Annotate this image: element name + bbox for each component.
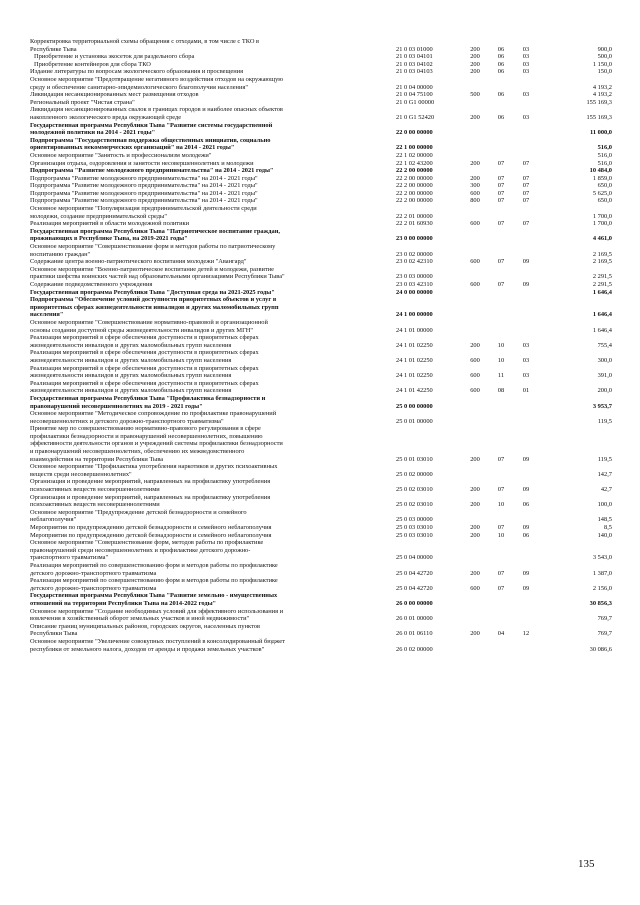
row-name: Основное мероприятие "Военно-патриотическое воспитание детей и молодежи, развитие практики шефства воинских частей над образовательными организациями Республики Тыва" [30, 265, 285, 281]
row-code: 24 1 01 02250 [396, 341, 433, 349]
table-row [30, 380, 612, 395]
row-code: 21 0 G1 52420 [396, 113, 435, 121]
row-amount: 3 543,0 [592, 554, 612, 562]
row-name: Основное мероприятие "Создание необходимых условий для эффективного использования и вовлечения в хозяйственный оборот земельных участков и иной недвижимости" [30, 607, 284, 623]
row-subsection: 07 [522, 182, 530, 190]
row-name: Основное мероприятие "Совершенствование форм и методов работы по патриотическому воспитанию граждан" [30, 243, 276, 258]
row-name: Принятие мер по совершенствованию нормативно-правового регулирования в сфере профилактики безнадзорности и правонарушений несовершеннолетних, повышению эффективности деятельности органов и учреждений системы профилактики безнадзорности и правонарушений несовершеннолетних, обеспечению их межведомственного взаимодействия на территории Республики Тыва [30, 425, 283, 463]
row-expense-type: 200 [470, 174, 480, 182]
row-code: 21 0 04 75100 [396, 91, 433, 99]
row-code: 22 2 00 00000 [396, 197, 433, 205]
table-row [30, 182, 612, 190]
row-code: 24 1 01 02250 [396, 372, 433, 380]
table-row [30, 395, 612, 410]
row-code: 26 0 02 00000 [396, 645, 433, 653]
row-code: 24 1 01 00000 [396, 326, 433, 334]
row-subsection: 09 [522, 569, 530, 577]
row-expense-type: 200 [470, 486, 480, 494]
row-expense-type: 200 [470, 630, 480, 638]
row-expense-type: 600 [470, 189, 480, 197]
row-name: Мероприятия по предупреждению детской безнадзорности и семейного неблагополучия [30, 531, 272, 539]
row-code: 25 0 03 03010 [396, 531, 433, 539]
row-name: Подпрограмма "Развитие молодежного предпринимательства" на 2014 - 2021 годы" [30, 174, 258, 182]
row-amount: 1 700,0 [592, 212, 612, 220]
row-name: Приобретение и установка экоcеток для раздельного сбора [34, 53, 195, 61]
row-code: 22 1 02 43200 [396, 159, 433, 167]
row-subsection: 06 [522, 501, 530, 509]
table-row [30, 539, 612, 562]
row-code: 23 0 03 00000 [396, 273, 433, 281]
row-subsection: 09 [522, 584, 530, 592]
table-row [30, 197, 612, 205]
row-subsection: 03 [522, 68, 530, 76]
row-expense-type: 600 [470, 258, 480, 266]
row-code: 22 1 02 00000 [396, 151, 433, 159]
row-section: 06 [497, 60, 505, 68]
table-row [30, 577, 612, 592]
row-amount: 2 169,5 [592, 258, 612, 266]
row-name: Подпрограмма "Развитие молодежного предпринимательства" на 2014 - 2021 годы" [30, 167, 274, 175]
row-expense-type: 200 [470, 68, 480, 76]
row-amount: 650,0 [597, 197, 612, 205]
row-section: 06 [497, 45, 505, 53]
row-expense-type: 200 [470, 569, 480, 577]
row-name: Подпрограмма "Развитие молодежного предпринимательства" на 2014 - 2021 годы" [30, 189, 258, 197]
row-code: 25 0 04 00000 [396, 554, 433, 562]
row-code: 24 1 00 00000 [396, 311, 433, 319]
table-row [30, 365, 612, 380]
row-amount: 516,0 [597, 144, 612, 152]
row-code: 25 0 04 42720 [396, 569, 433, 577]
row-amount: 1 646,4 [592, 311, 612, 319]
row-amount: 30 856,3 [589, 599, 612, 607]
row-subsection: 03 [522, 341, 530, 349]
row-amount: 516,0 [597, 159, 612, 167]
table-row [30, 289, 612, 297]
row-name: Содержание подведомственного учреждения [30, 281, 153, 288]
row-expense-type: 600 [470, 584, 480, 592]
row-code: 22 2 00 00000 [396, 189, 433, 197]
row-code: 25 0 04 42720 [396, 584, 433, 592]
table-row [30, 623, 612, 638]
row-amount: 140,0 [597, 531, 612, 539]
row-code: 22 0 00 00000 [396, 129, 433, 137]
table-row [30, 532, 612, 540]
row-name: Реализация мероприятий в сфере обеспечения доступности в приоритетных сферах жизнедеятельности инвалидов и других маломобильных групп населения [30, 349, 259, 364]
row-expense-type: 200 [470, 159, 480, 167]
table-row [30, 608, 612, 623]
table-row [30, 190, 612, 198]
table-row [30, 478, 612, 493]
row-code: 25 0 01 03010 [396, 455, 433, 463]
row-amount: 900,0 [597, 45, 612, 53]
row-section: 06 [497, 113, 505, 121]
table-row [30, 334, 612, 349]
row-name: Реализация мероприятий в сфере обеспечения доступности в приоритетных сферах жизнедеятельности инвалидов и других маломобильных групп населения [30, 379, 259, 395]
row-name: Подпрограмма "Обеспечение условий доступности приоритетных объектов и услуг в приоритетных сферах жизнедеятельности инвалидов и других маломобильных групп населения" [30, 296, 279, 319]
row-name: Реализация мероприятий в сфере обеспечения доступности в приоритетных сферах жизнедеятельности инвалидов и других маломобильных групп населения [30, 364, 259, 380]
row-amount: 1 387,0 [592, 569, 612, 577]
row-section: 07 [497, 182, 505, 190]
row-expense-type: 200 [470, 524, 480, 531]
row-section: 10 [497, 531, 505, 539]
row-code: 22 2 00 00000 [396, 174, 433, 182]
row-subsection: 07 [522, 174, 530, 182]
row-name: Подпрограмма "Развитие молодежного предпринимательства" на 2014 - 2021 годы" [30, 197, 258, 205]
row-amount: 10 484,0 [589, 167, 612, 175]
row-section: 07 [497, 584, 505, 592]
row-expense-type: 200 [470, 531, 480, 539]
row-name: Подпрограмма "Развитие молодежного предпринимательства" на 2014 - 2021 годы" [30, 182, 258, 190]
row-section: 06 [497, 91, 505, 99]
row-code: 23 0 00 00000 [396, 235, 433, 243]
row-amount: 769,7 [597, 630, 612, 638]
table-row [30, 152, 612, 160]
table-row [30, 281, 612, 289]
row-amount: 1 700,0 [592, 220, 612, 228]
row-section: 07 [497, 189, 505, 197]
row-code: 23 0 02 42310 [396, 258, 433, 266]
row-subsection: 07 [522, 159, 530, 167]
row-name: Ликвидация несанкционированных свалок в границах городов и наиболее опасных объектов накопленного экологического вреда окружающей среде [30, 106, 283, 121]
row-code: 25 0 03 00000 [396, 516, 433, 524]
row-expense-type: 200 [470, 53, 480, 61]
row-name: Основное мероприятие "Методическое сопровождение по профилактике правонарушений несовершеннолетних и детского дорожно-транспортного травматизма" [30, 410, 277, 425]
row-name: Корректировка территориальной схемы обращения с отходами, в том числе с ТКО в Республике Тыва [30, 38, 260, 53]
row-code: 24 1 01 42250 [396, 387, 433, 395]
row-code: 21 0 03 01000 [396, 45, 433, 53]
table-row [30, 296, 612, 319]
row-amount: 2 169,5 [592, 250, 612, 258]
row-subsection: 09 [522, 524, 530, 531]
table-row [30, 175, 612, 183]
row-expense-type: 200 [470, 501, 480, 509]
row-name: Государственная программа Республики Тыва "Доступная среда на 2021-2025 годы" [30, 288, 275, 296]
row-section: 10 [497, 501, 505, 509]
table-row [30, 61, 612, 69]
row-amount: 2 156,0 [592, 584, 612, 592]
table-row [30, 53, 612, 61]
row-subsection: 03 [522, 113, 530, 121]
row-code: 21 0 04 00000 [396, 83, 433, 91]
row-expense-type: 800 [470, 197, 480, 205]
row-section: 10 [497, 356, 505, 364]
row-section: 07 [497, 455, 505, 463]
table-row [30, 266, 612, 281]
row-amount: 155 169,3 [586, 98, 612, 106]
row-section: 04 [497, 630, 505, 638]
table-row [30, 76, 612, 91]
row-code: 23 0 02 00000 [396, 250, 433, 258]
budget-table [30, 38, 612, 653]
row-expense-type: 200 [470, 60, 480, 68]
row-section: 07 [497, 197, 505, 205]
row-section: 07 [497, 281, 505, 288]
row-name: Основное мероприятие "Профилактика употребления наркотиков и других психоактивных веществ среди несовершеннолетних" [30, 463, 278, 478]
row-expense-type: 200 [470, 341, 480, 349]
row-subsection: 03 [522, 356, 530, 364]
row-name: Мероприятия по предупреждению детской безнадзорности и семейного неблагополучия [30, 524, 272, 531]
row-name: Содержание центра военно-патриотического воспитания молодежи "Авангард" [30, 258, 247, 266]
row-amount: 4 193,2 [592, 91, 612, 99]
row-name: Реализация мероприятий по совершенствованию форм и методов работы по профилактике детского дорожно-транспортного травматизма [30, 561, 278, 577]
row-amount: 5 625,0 [592, 189, 612, 197]
table-row [30, 38, 612, 53]
table-row [30, 167, 612, 175]
row-section: 11 [497, 372, 505, 380]
row-name: Организация и проведение мероприятий, направленных на профилактику употребления психоактивных веществ несовершеннолетними [30, 493, 271, 509]
table-row [30, 494, 612, 509]
row-subsection: 03 [522, 60, 530, 68]
row-code: 21 0 03 04101 [396, 53, 433, 61]
row-name: Государственная программа Республики Тыва "Профилактика безнадзорности и правонарушений несовершеннолетних на 2019 - 2021 годы" [30, 394, 266, 410]
row-code: 25 0 02 00000 [396, 470, 433, 478]
row-expense-type: 200 [470, 45, 480, 53]
row-name: Организация отдыха, оздоровления и занятости несовершеннолетних и молодежи [30, 159, 254, 167]
row-name: Организация и проведение мероприятий, направленных на профилактику употребления психоактивных веществ несовершеннолетними [30, 478, 271, 494]
row-subsection: 06 [522, 531, 530, 539]
row-section: 06 [497, 68, 505, 76]
row-code: 21 0 03 04103 [396, 68, 433, 76]
row-amount: 30 086,6 [589, 645, 612, 653]
row-name: Региональный проект "Чистая страна" [30, 98, 135, 106]
table-row [30, 220, 612, 228]
row-subsection: 12 [522, 630, 530, 638]
row-expense-type: 600 [470, 281, 480, 288]
row-code: 25 0 01 00000 [396, 417, 433, 425]
row-section: 08 [497, 387, 505, 395]
row-name: Основное мероприятие "Предупреждение детской безнадзорности и семейного неблагополучия" [30, 508, 247, 524]
row-name: Основное мероприятие "Предотвращение негативного воздействия отходов на окружающую среду и обеспечение санитарно-эпидемиологического благополучия населения" [30, 75, 284, 91]
row-amount: 4 461,0 [592, 235, 612, 243]
row-subsection: 09 [522, 455, 530, 463]
row-amount: 300,0 [597, 356, 612, 364]
table-row [30, 592, 612, 607]
row-code: 26 0 00 00000 [396, 599, 433, 607]
row-name: Основное мероприятие "Совершенствование нормативно-правовой и организационной основы создания доступной среды жизнедеятельности инвалидов и других МГН" [30, 318, 268, 334]
table-row [30, 349, 612, 364]
row-amount: 769,7 [597, 615, 612, 623]
row-code: 24 1 01 02250 [396, 356, 433, 364]
row-name: Реализация мероприятий по совершенствованию форм и методов работы по профилактике детского дорожно-транспортного травматизма [30, 577, 278, 592]
row-section: 07 [497, 174, 505, 182]
row-code: 25 0 03 03010 [396, 524, 433, 531]
row-section: 07 [497, 159, 505, 167]
row-section: 07 [497, 524, 505, 531]
row-section: 06 [497, 53, 505, 61]
row-name: Государственная программа Республики Тыва "Развитие земельно - имущественных отношений на территории Республики Тыва на 2014-2022 годы" [30, 592, 278, 607]
row-expense-type: 200 [470, 455, 480, 463]
row-expense-type: 600 [470, 387, 480, 395]
row-amount: 2 291,5 [592, 281, 612, 288]
row-amount: 1 150,0 [592, 60, 612, 68]
row-subsection: 07 [522, 189, 530, 197]
row-code: 21 0 03 04102 [396, 60, 433, 68]
row-amount: 119,5 [597, 417, 612, 425]
row-name: Основное мероприятие "Совершенствование форм, методов работы по профилактике правонарушений среди несовершеннолетних и профилактике детского дорожно- транспортного травматизма" [30, 539, 264, 562]
row-amount: 150,0 [597, 68, 612, 76]
row-amount: 4 193,2 [592, 83, 612, 91]
row-code: 25 0 02 03010 [396, 486, 433, 494]
row-subsection: 09 [522, 486, 530, 494]
row-amount: 516,0 [597, 151, 612, 159]
row-amount: 755,4 [597, 341, 612, 349]
row-amount: 11 000,0 [589, 129, 612, 137]
row-name: Ликвидация несанкционированных мест размещения отходов [30, 91, 199, 99]
row-code: 25 0 02 03010 [396, 501, 433, 509]
row-name: Подпрограмма "Государственная поддержка общественных инициатив, социально ориентированных некоммерческих организаций" на 2014 - 2021 годы" [30, 136, 271, 152]
row-subsection: 07 [522, 197, 530, 205]
table-row [30, 122, 612, 137]
row-amount: 391,0 [597, 372, 612, 380]
table-row [30, 463, 612, 478]
row-amount: 1 859,0 [592, 174, 612, 182]
row-code: 26 0 01 06110 [396, 630, 433, 638]
row-subsection: 01 [522, 387, 530, 395]
row-amount: 42,7 [600, 486, 612, 494]
row-subsection: 09 [522, 258, 530, 266]
table-row [30, 524, 612, 532]
row-code: 22 2 00 00000 [396, 182, 433, 190]
row-expense-type: 300 [470, 182, 480, 190]
row-subsection: 09 [522, 281, 530, 288]
table-row [30, 425, 612, 463]
row-code: 22 2 00 00000 [396, 167, 433, 175]
row-name: Государственная программа Республики Тыва "Развитие системы государственной молодежной политики на 2014 - 2021 годы" [30, 121, 273, 137]
row-name: Основное мероприятие "Занятость и профессионализм молодежи" [30, 151, 212, 159]
table-row [30, 99, 612, 107]
table-row [30, 68, 612, 76]
row-name: Издание литературы по вопросам экологического образования и просвещения [30, 68, 244, 76]
row-code: 21 0 G1 00000 [396, 98, 435, 106]
row-amount: 2 291,5 [592, 273, 612, 281]
table-row [30, 137, 612, 152]
table-row [30, 106, 612, 121]
row-expense-type: 500 [470, 91, 480, 99]
row-name: Основное мероприятие "Увеличение совокупных поступлений в консолидированный бюджет республики от земельного налога, доходов от аренды и продажи земельных участков" [30, 637, 285, 653]
row-code: 23 0 03 42310 [396, 281, 433, 288]
table-row [30, 410, 612, 425]
table-row [30, 205, 612, 220]
row-amount: 148,5 [597, 516, 612, 524]
table-row [30, 258, 612, 266]
row-subsection: 03 [522, 372, 530, 380]
row-amount: 3 953,7 [592, 402, 612, 410]
row-name: Реализация мероприятий в области молодежной политики [30, 220, 190, 228]
table-row [30, 228, 612, 243]
page-number: 135 [578, 858, 595, 870]
row-amount: 200,0 [597, 387, 612, 395]
row-code: 25 0 00 00000 [396, 402, 433, 410]
row-code: 22 2 01 00000 [396, 212, 433, 220]
row-expense-type: 200 [470, 113, 480, 121]
table-row [30, 562, 612, 577]
row-section: 10 [497, 341, 505, 349]
row-code: 24 0 00 00000 [396, 288, 433, 296]
row-section: 07 [497, 569, 505, 577]
row-amount: 8,5 [604, 524, 612, 531]
row-amount: 650,0 [597, 182, 612, 190]
row-amount: 1 646,4 [592, 288, 612, 296]
table-row [30, 160, 612, 168]
table-row [30, 509, 612, 524]
table-row [30, 243, 612, 258]
row-name: Реализация мероприятий в сфере обеспечения доступности в приоритетных сферах жизнедеятельности инвалидов и других маломобильных групп населения [30, 334, 259, 349]
row-expense-type: 600 [470, 372, 480, 380]
row-amount: 142,7 [597, 470, 612, 478]
row-code: 22 1 00 00000 [396, 144, 433, 152]
row-amount: 155 169,3 [586, 113, 612, 121]
row-expense-type: 600 [470, 356, 480, 364]
row-amount: 1 646,4 [592, 326, 612, 334]
row-subsection: 03 [522, 53, 530, 61]
row-section: 07 [497, 486, 505, 494]
row-expense-type: 600 [470, 220, 480, 228]
row-subsection: 03 [522, 91, 530, 99]
row-amount: 119,5 [597, 455, 612, 463]
row-code: 26 0 01 00000 [396, 615, 433, 623]
row-name: Описание границ муниципальных районов, городских округов, населенных пунктов Республики Тыва [30, 622, 260, 638]
row-code: 22 2 01 60930 [396, 220, 433, 228]
row-name: Основное мероприятие "Популяризация предпринимательской деятельности среди молодежи, создание предпринимательской среды" [30, 205, 257, 220]
row-name: Приобретение контейнеров для сбора ТКО [34, 60, 151, 68]
row-amount: 500,0 [597, 53, 612, 61]
row-section: 07 [497, 220, 505, 228]
table-row [30, 319, 612, 334]
row-name: Государственная программа Республики Тыва "Патриотическое воспитание граждан, проживающих в Республике Тыва, на 2019-2021 годы" [30, 227, 280, 243]
table-row [30, 638, 612, 653]
row-subsection: 03 [522, 45, 530, 53]
table-row [30, 91, 612, 99]
row-amount: 100,0 [597, 501, 612, 509]
row-subsection: 07 [522, 220, 530, 228]
row-section: 07 [497, 258, 505, 266]
